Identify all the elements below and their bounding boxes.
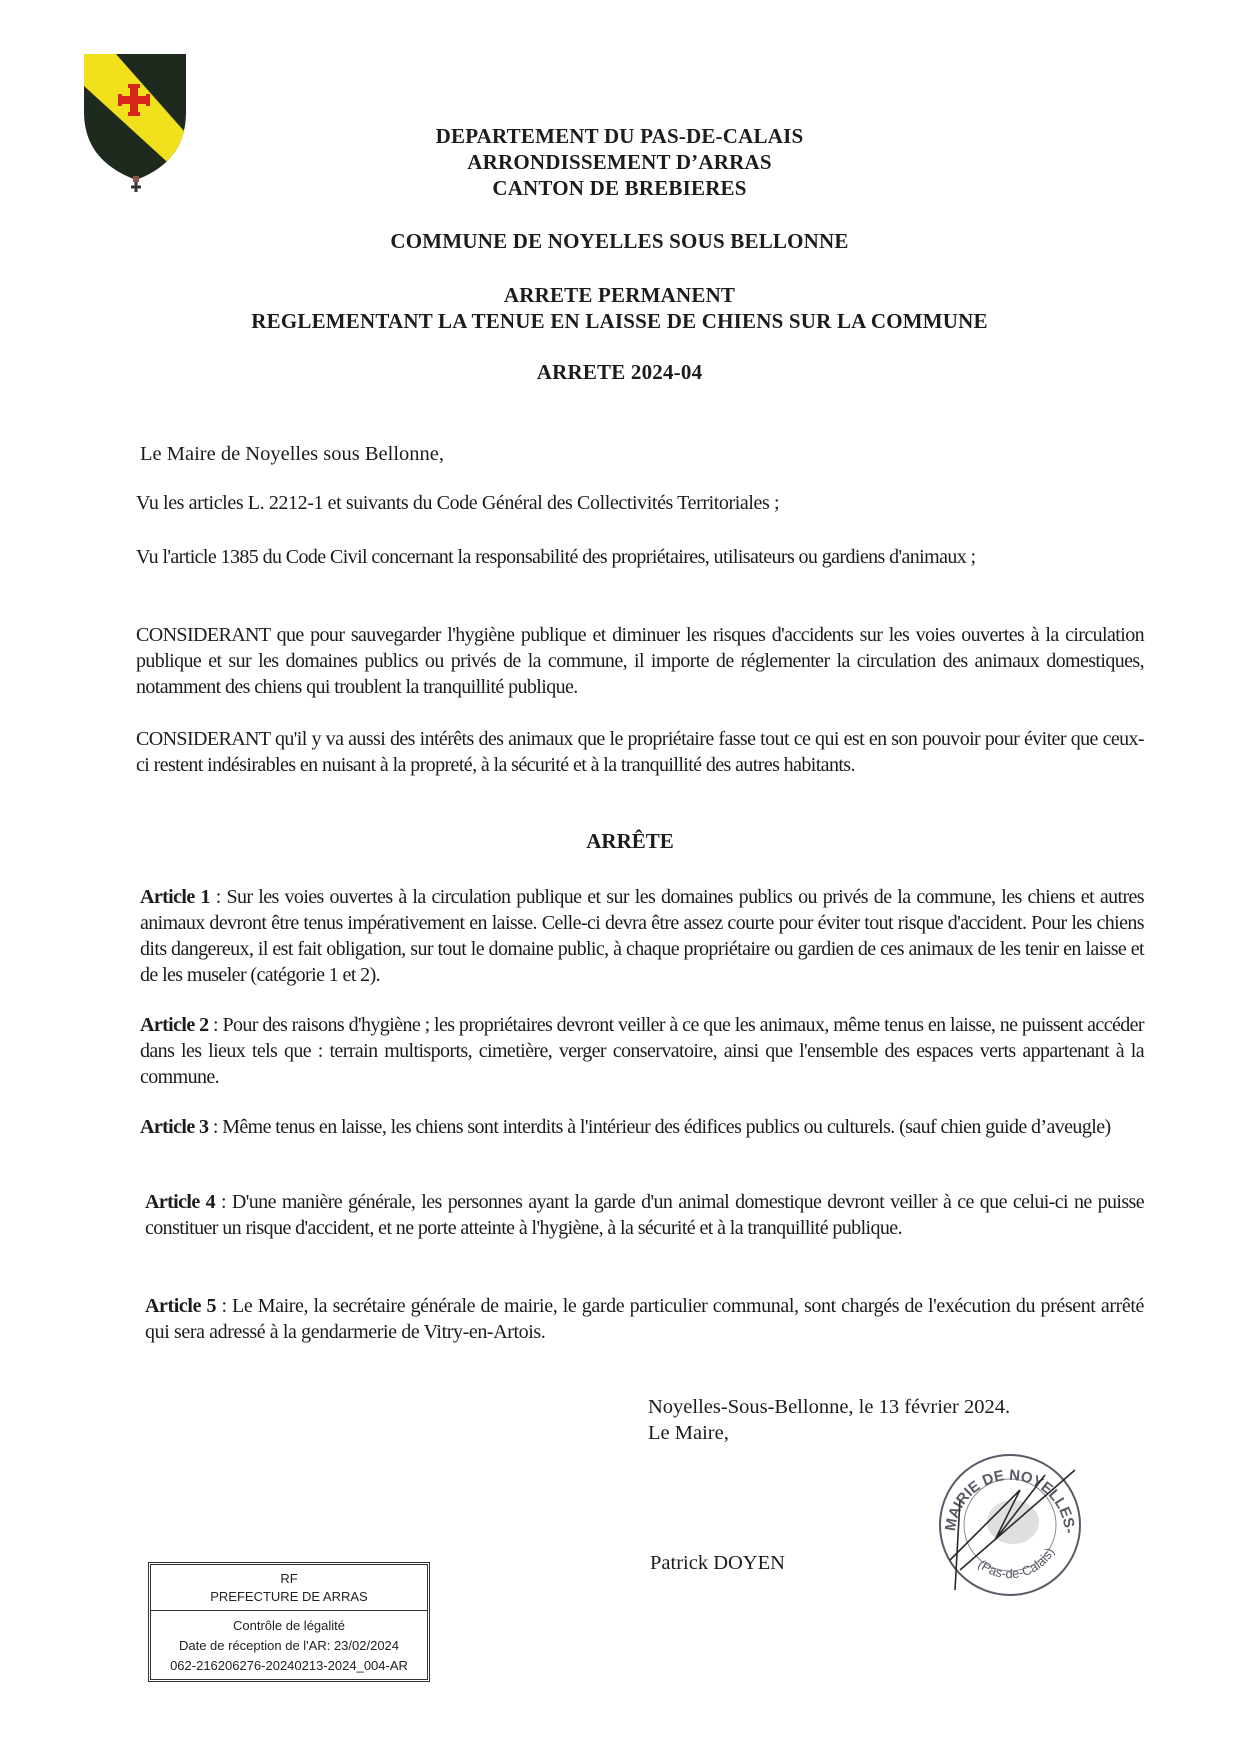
- stamp-header: [151, 1565, 427, 1611]
- seal-text: MAIRIE DE NOYELLES-: [941, 1466, 1079, 1534]
- svg-text:(Pas-de-Calais): [975, 1545, 1057, 1581]
- article-label: Article 1: [140, 886, 210, 908]
- stamp-details: [151, 1611, 427, 1676]
- preamble-vu-2: Vu l'article 1385 du Code Civil concernant la responsabilité des propriétaires, utilisateurs ou gardiens d'animaux ;: [136, 546, 976, 568]
- mayor-seal: [925, 1440, 1095, 1610]
- considerant-1: CONSIDERANT que pour sauvegarder l'hygiène publique et diminuer les risques d'accidents sur les voies ouvertes à la circulation publique et sur les domaines publics ou privés de la commune, il importe de réglementer la circulation des animaux domestiques, notamment des chiens qui troublent la tranquillité publique.: [136, 624, 1144, 698]
- decree-subject: REGLEMENTANT LA TENUE EN LAISSE DE CHIENS SUR LA COMMUNE: [251, 309, 988, 333]
- article-2: [140, 1012, 1144, 1090]
- commune-title: COMMUNE DE NOYELLES SOUS BELLONNE: [390, 229, 849, 253]
- article-text: : Pour des raisons d'hygiène ; les propriétaires devront veiller à ce que les animaux, même tenus en laisse, ne puissent accéder dans les lieux tels que : terrain multisports, cimetière, verger conservatoire, ainsi que l'ensemble des espaces verts appartenant à la commune.: [140, 1014, 1144, 1088]
- article-text: : Le Maire, la secrétaire générale de mairie, le garde particulier communal, sont chargés de l'exécution du présent arrêté qui sera adressé à la gendarmerie de Vitry-en-Artois.: [145, 1295, 1144, 1343]
- canton-line: CANTON DE BREBIERES: [492, 176, 747, 200]
- article-label: Article 3: [140, 1116, 209, 1138]
- article-1: [140, 884, 1144, 988]
- article-4: [145, 1189, 1144, 1241]
- arrondissement-line: ARRONDISSEMENT D’ARRAS: [467, 150, 772, 174]
- stamp-reference: 062-216206276-20240213-2024_004-AR: [170, 1658, 408, 1673]
- article-label: Article 2: [140, 1014, 209, 1036]
- place-and-date: Noyelles-Sous-Bellonne, le 13 février 2024.: [648, 1396, 1011, 1418]
- stamp-reception-date: Date de réception de l'AR: 23/02/2024: [178, 1638, 400, 1653]
- stamp-prefecture: PREFECTURE DE ARRAS: [210, 1589, 368, 1604]
- article-text: : D'une manière générale, les personnes ayant la garde d'un animal domestique devront veiller à ce que celui-ci ne puisse constituer un risque d'accident, et ne porte atteinte à l'hygiène, à la sécurité et à la tranquillité publique.: [145, 1191, 1144, 1239]
- stamp-control: Contrôle de légalité: [232, 1618, 346, 1633]
- signer-role: Le Maire,: [648, 1422, 729, 1444]
- decree-title: [0, 282, 1239, 334]
- article-label: Article 4: [145, 1191, 216, 1213]
- seal-subtext: (Pas-de-Calais): [975, 1545, 1058, 1582]
- decree-number: ARRETE 2024-04: [536, 360, 703, 384]
- stamp-rf: RF: [280, 1571, 298, 1586]
- preamble-intro: Le Maire de Noyelles sous Bellonne,: [140, 443, 445, 465]
- preamble-vu-1: Vu les articles L. 2212-1 et suivants du Code Général des Collectivités Territoriales ;: [136, 492, 780, 514]
- article-text: : Sur les voies ouvertes à la circulation publique et sur les domaines publics ou privés de la commune, les chiens et autres animaux devront être tenus impérativement en laisse. Celle-ci devra être assez courte pour éviter tout risque d'accident. Pour les chiens dits dangereux, il est fait obligation, sur tout le domaine public, à chaque propriétaire ou gardien de ces animaux de les tenir en laisse et de les museler (catégorie 1 et 2).: [140, 886, 1144, 986]
- signer-name: Patrick DOYEN: [650, 1552, 785, 1574]
- decree-type: ARRETE PERMANENT: [503, 283, 736, 307]
- seal-icon: [925, 1440, 1095, 1610]
- signature-block: [648, 1394, 1010, 1446]
- considerant-2: CONSIDERANT qu'il y va aussi des intérêts des animaux que le propriétaire fasse tout ce qui est en son pouvoir pour éviter que ceux-ci restent indésirables en nuisant à la propreté, à la sécurité et à la tranquillité des autres habitants.: [136, 728, 1144, 776]
- prefecture-stamp: [148, 1562, 430, 1682]
- article-label: Article 5: [145, 1295, 217, 1317]
- article-text: : Même tenus en laisse, les chiens sont interdits à l'intérieur des édifices publics ou culturels. (sauf chien guide d’aveugle): [208, 1116, 1111, 1138]
- decision-heading: ARRÊTE: [586, 829, 674, 853]
- administrative-header: [0, 123, 1239, 201]
- article-5: [145, 1293, 1144, 1345]
- department-line: DEPARTEMENT DU PAS-DE-CALAIS: [435, 124, 804, 148]
- article-3: [140, 1114, 1144, 1140]
